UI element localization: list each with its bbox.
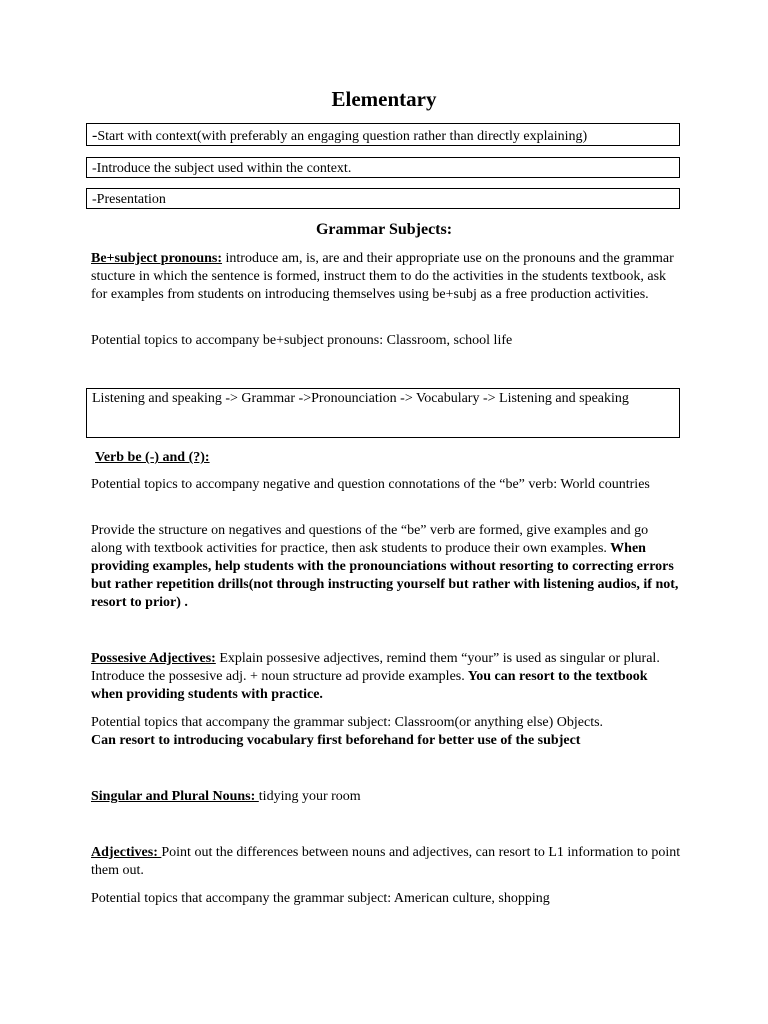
adjectives-label: Adjectives: (91, 845, 162, 860)
possesive-text: Explain possesive adjectives, remind them “your” is used as singular or plural. Introduce the possesive adj. + noun structure ad provide examples. (91, 651, 660, 684)
singular-plural-text: tidying your room (258, 789, 361, 804)
verb-be-bold: When providing examples, help students with the pronounciations without resorting to correcting errors but rather repetition drills(not through instructing yourself but rather with listening audios, if not, resort to prior) . (91, 541, 679, 610)
document-title: Elementary (331, 87, 437, 111)
adjectives-topics: Potential topics that accompany the grammar subject: American culture, shopping (91, 891, 550, 906)
possesive-topics: Potential topics that accompany the grammar subject: Classroom(or anything else) Objects. (91, 715, 604, 730)
singular-plural-paragraph (91, 788, 681, 806)
grammar-subjects-heading: Grammar Subjects: (315, 221, 453, 238)
possesive-bold: You can resort to the textbook when providing students with practice. (91, 669, 648, 702)
singular-plural-label: Singular and Plural Nouns: (91, 789, 259, 804)
step-box-context (86, 123, 680, 146)
verb-be-paragraph (91, 522, 681, 612)
verb-be-topics: Potential topics to accompany negative and question connotations of the “be” verb: World countries (91, 477, 650, 492)
step-box-presentation: -Presentation (86, 188, 680, 209)
possesive-label: Possesive Adjectives: (91, 651, 216, 666)
adjectives-paragraph (91, 844, 681, 880)
be-subject-paragraph (91, 250, 681, 304)
sequence-box: Listening and speaking -> Grammar ->Pronounciation -> Vocabulary -> Listening and speaking (86, 388, 680, 438)
possesive-paragraph (91, 650, 681, 704)
be-subject-label: Be+subject pronouns: (91, 251, 223, 266)
verb-be-text: Provide the structure on negatives and questions of the “be” verb are formed, give examples and go along with textbook activities for practice, then ask students to produce their own examples. (91, 523, 649, 556)
context-text: Start with context(with preferably an engaging question rather than directly explaining) (97, 129, 588, 144)
adjectives-text: Point out the differences between nouns and adjectives, can resort to L1 information to point them out. (91, 845, 681, 878)
step-box-introduce: -Introduce the subject used within the context. (86, 157, 680, 178)
verb-be-label: Verb be (-) and (?): (95, 450, 210, 465)
be-subject-topics: Potential topics to accompany be+subject pronouns: Classroom, school life (91, 333, 513, 348)
possesive-topics-paragraph (91, 714, 681, 750)
be-subject-text: introduce am, is, are and their appropriate use on the pronouns and the grammar stucture in which the sentence is formed, instruct them to do the activities in the students textbook, ask for examples from students on introducing themselves using be+subj as a free production activities. (91, 251, 674, 302)
context-dash: - (92, 127, 98, 144)
verb-be-heading (95, 449, 685, 467)
possesive-topics-bold: Can resort to introducing vocabulary first beforehand for better use of the subject (91, 733, 581, 748)
